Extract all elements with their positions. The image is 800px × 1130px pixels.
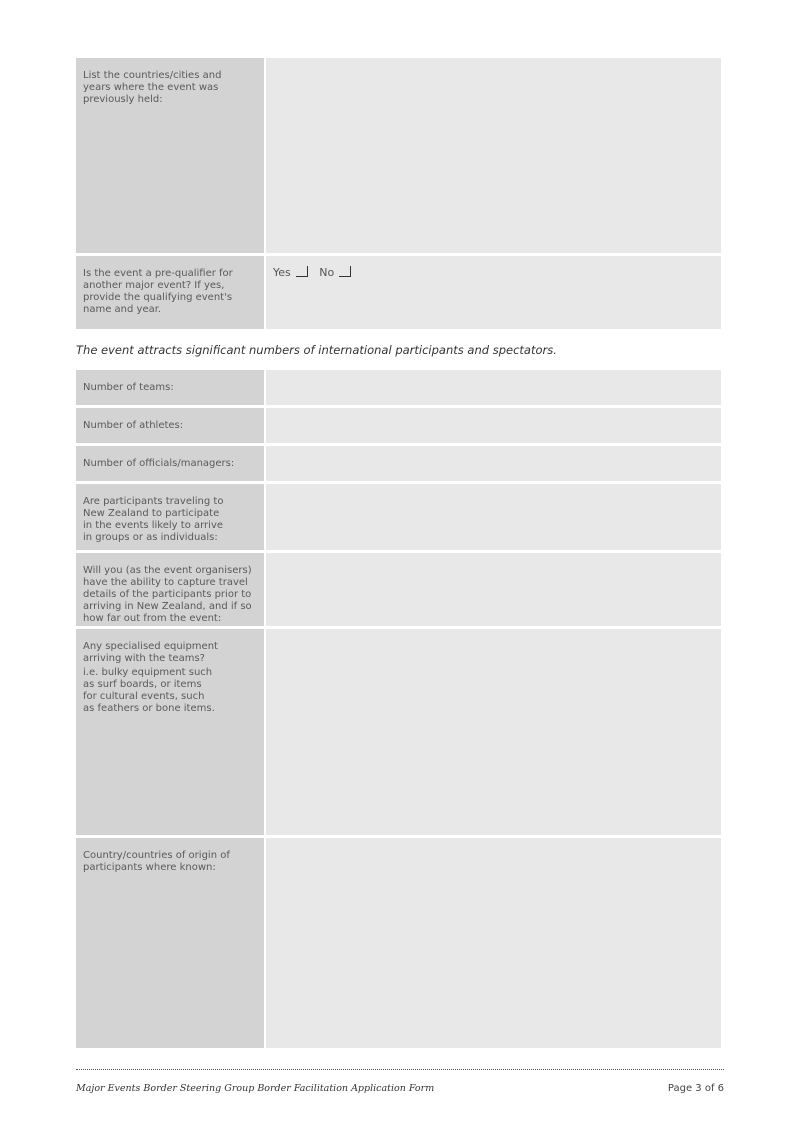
- footer-divider: [76, 1069, 724, 1070]
- athletes-input[interactable]: [266, 408, 721, 443]
- pre-qualifier-input[interactable]: [266, 256, 721, 329]
- footer-title: Major Events Border Steering Group Border Facilitation Application Form: [76, 1083, 435, 1094]
- form-row-pre-qualifier: [76, 256, 721, 329]
- equipment-input[interactable]: [266, 629, 721, 835]
- groups-input[interactable]: [266, 484, 721, 550]
- form-row-athletes: [76, 408, 721, 443]
- field-label: Are participants traveling to New Zealand to participate in the events likely to arrive in groups or as individuals:: [83, 496, 224, 543]
- field-label: Any specialised equipment arriving with the teams?: [83, 641, 218, 664]
- form-row-previous-hosts: [76, 58, 721, 253]
- yes-label: Yes: [273, 266, 291, 279]
- form-row-groups: [76, 484, 721, 550]
- field-label: Number of athletes:: [83, 420, 184, 431]
- officials-input[interactable]: [266, 446, 721, 481]
- field-label: Number of officials/managers:: [83, 458, 235, 469]
- form-row-countries: [76, 838, 721, 1048]
- no-label: No: [319, 266, 335, 279]
- yes-checkbox[interactable]: [296, 266, 308, 277]
- field-label: List the countries/cities and years where the event was previously held:: [83, 70, 222, 105]
- form-row-officials: [76, 446, 721, 481]
- field-hint: i.e. bulky equipment such as surf boards, or items for cultural events, such as feathers or bone items.: [83, 667, 215, 714]
- field-label: Is the event a pre-qualifier for another major event? If yes, provide the qualifying event's name and year.: [83, 268, 233, 315]
- form-row-travel-details: [76, 553, 721, 626]
- previous-hosts-input[interactable]: [266, 58, 721, 253]
- teams-input[interactable]: [266, 370, 721, 405]
- no-checkbox[interactable]: [339, 266, 351, 277]
- section-note: The event attracts significant numbers of international participants and spectators.: [76, 343, 557, 357]
- field-label: Will you (as the event organisers) have the ability to capture travel details of the participants prior to arriving in New Zealand, and if so how far out from the event:: [83, 565, 252, 624]
- page-number: Page 3 of 6: [667, 1083, 724, 1094]
- form-row-equipment: [76, 629, 721, 835]
- countries-input[interactable]: [266, 838, 721, 1048]
- field-label: Country/countries of origin of participants where known:: [83, 850, 230, 873]
- field-label: Number of teams:: [83, 382, 174, 393]
- form-row-teams: [76, 370, 721, 405]
- travel-details-input[interactable]: [266, 553, 721, 626]
